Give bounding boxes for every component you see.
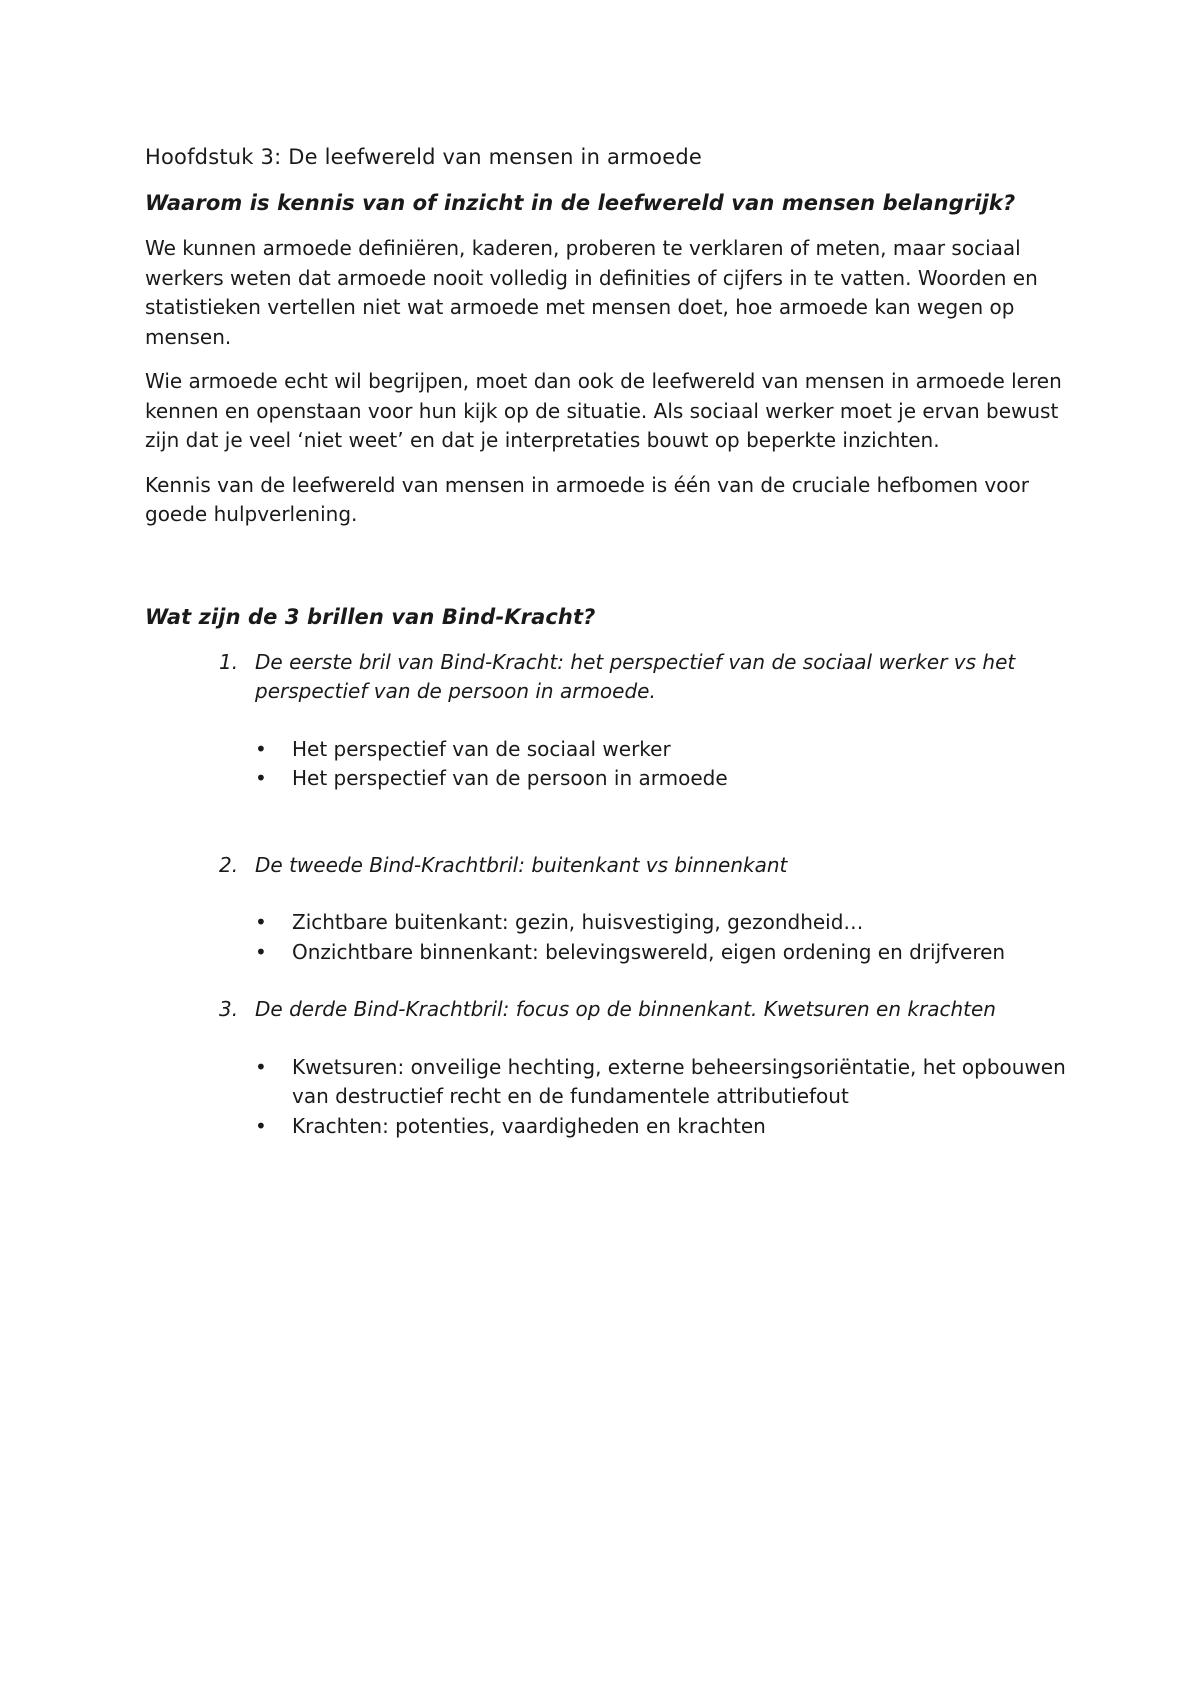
item-number: 3. [219, 997, 239, 1021]
bullet-text: Krachten: potenties, vaardigheden en krachten [292, 1113, 766, 1138]
item-text: De derde Bind-Krachtbril: focus op de binnenkant. Kwetsuren en krachten [255, 997, 996, 1021]
numbered-item-2 [219, 851, 1075, 881]
bullet-icon: • [255, 939, 267, 964]
document-page [145, 142, 1075, 1141]
bullet-list-2 [145, 908, 1075, 967]
list-item [255, 938, 1075, 968]
item-text: De eerste bril van Bind-Kracht: het perspectief van de sociaal werker vs het perspectief van de persoon in armoede. [255, 649, 1016, 703]
item-text: De tweede Bind-Krachtbril: buitenkant vs binnenkant [255, 852, 788, 877]
bullet-icon: • [255, 1113, 267, 1138]
bullet-list-3 [145, 1053, 1075, 1142]
item-gap [145, 794, 1075, 851]
paragraph-understanding: Wie armoede echt wil begrijpen, moet dan ook de leefwereld van mensen in armoede leren kennen en openstaan voor hun kijk op de situatie. Als sociaal werker moet je ervan bewust zijn dat je veel ‘niet weet’ en dat je interpretaties bouwt op beperkte inzichten. [145, 369, 1062, 452]
paragraph-crucial-lever: Kennis van de leefwereld van mensen in armoede is één van de cruciale hefbomen voor goede hulpverlening. [145, 472, 1029, 526]
item-number: 2. [219, 852, 239, 877]
bullet-text: Het perspectief van de sociaal werker [292, 736, 671, 761]
item-number: 1. [219, 649, 239, 674]
bullet-text: Kwetsuren: onveilige hechting, externe beheersingsoriëntatie, het opbouwen van destructief recht en de fundamentele attributiefout [292, 1054, 1066, 1108]
bullet-icon: • [255, 910, 267, 934]
numbered-item-3 [219, 995, 1075, 1025]
list-item [255, 908, 1075, 938]
bullet-text: Het perspectief van de persoon in armoede [292, 766, 728, 790]
list-item [255, 1112, 1075, 1142]
list-item [255, 735, 1075, 765]
bullet-text: Zichtbare buitenkant: gezin, huisvestiging, gezondheid… [292, 910, 864, 934]
list-item [255, 764, 1075, 794]
section-question-three-glasses: Wat zijn de 3 brillen van Bind-Kracht? [145, 604, 596, 629]
bullet-icon: • [255, 736, 267, 761]
section-gap [145, 545, 1075, 602]
list-item [255, 1053, 1075, 1112]
bullet-list-1 [145, 735, 1075, 794]
bullet-icon: • [255, 1054, 267, 1079]
bullet-icon: • [255, 766, 267, 790]
chapter-title: Hoofdstuk 3: De leefwereld van mensen in armoede [145, 145, 702, 169]
section-question-why-knowledge: Waarom is kennis van of inzicht in de leefwereld van mensen belangrijk? [145, 191, 1016, 215]
bullet-text: Onzichtbare binnenkant: belevingswereld, eigen ordening en drijfveren [292, 939, 1006, 964]
item-gap [145, 967, 1075, 995]
numbered-item-1 [219, 648, 1075, 707]
paragraph-definitions: We kunnen armoede definiëren, kaderen, proberen te verklaren of meten, maar sociaal werkers weten dat armoede nooit volledig in definities of cijfers in te vatten. Woorden en statistieken vertellen niet wat armoede met mensen doet, hoe armoede kan wegen op mensen. [145, 236, 1038, 349]
